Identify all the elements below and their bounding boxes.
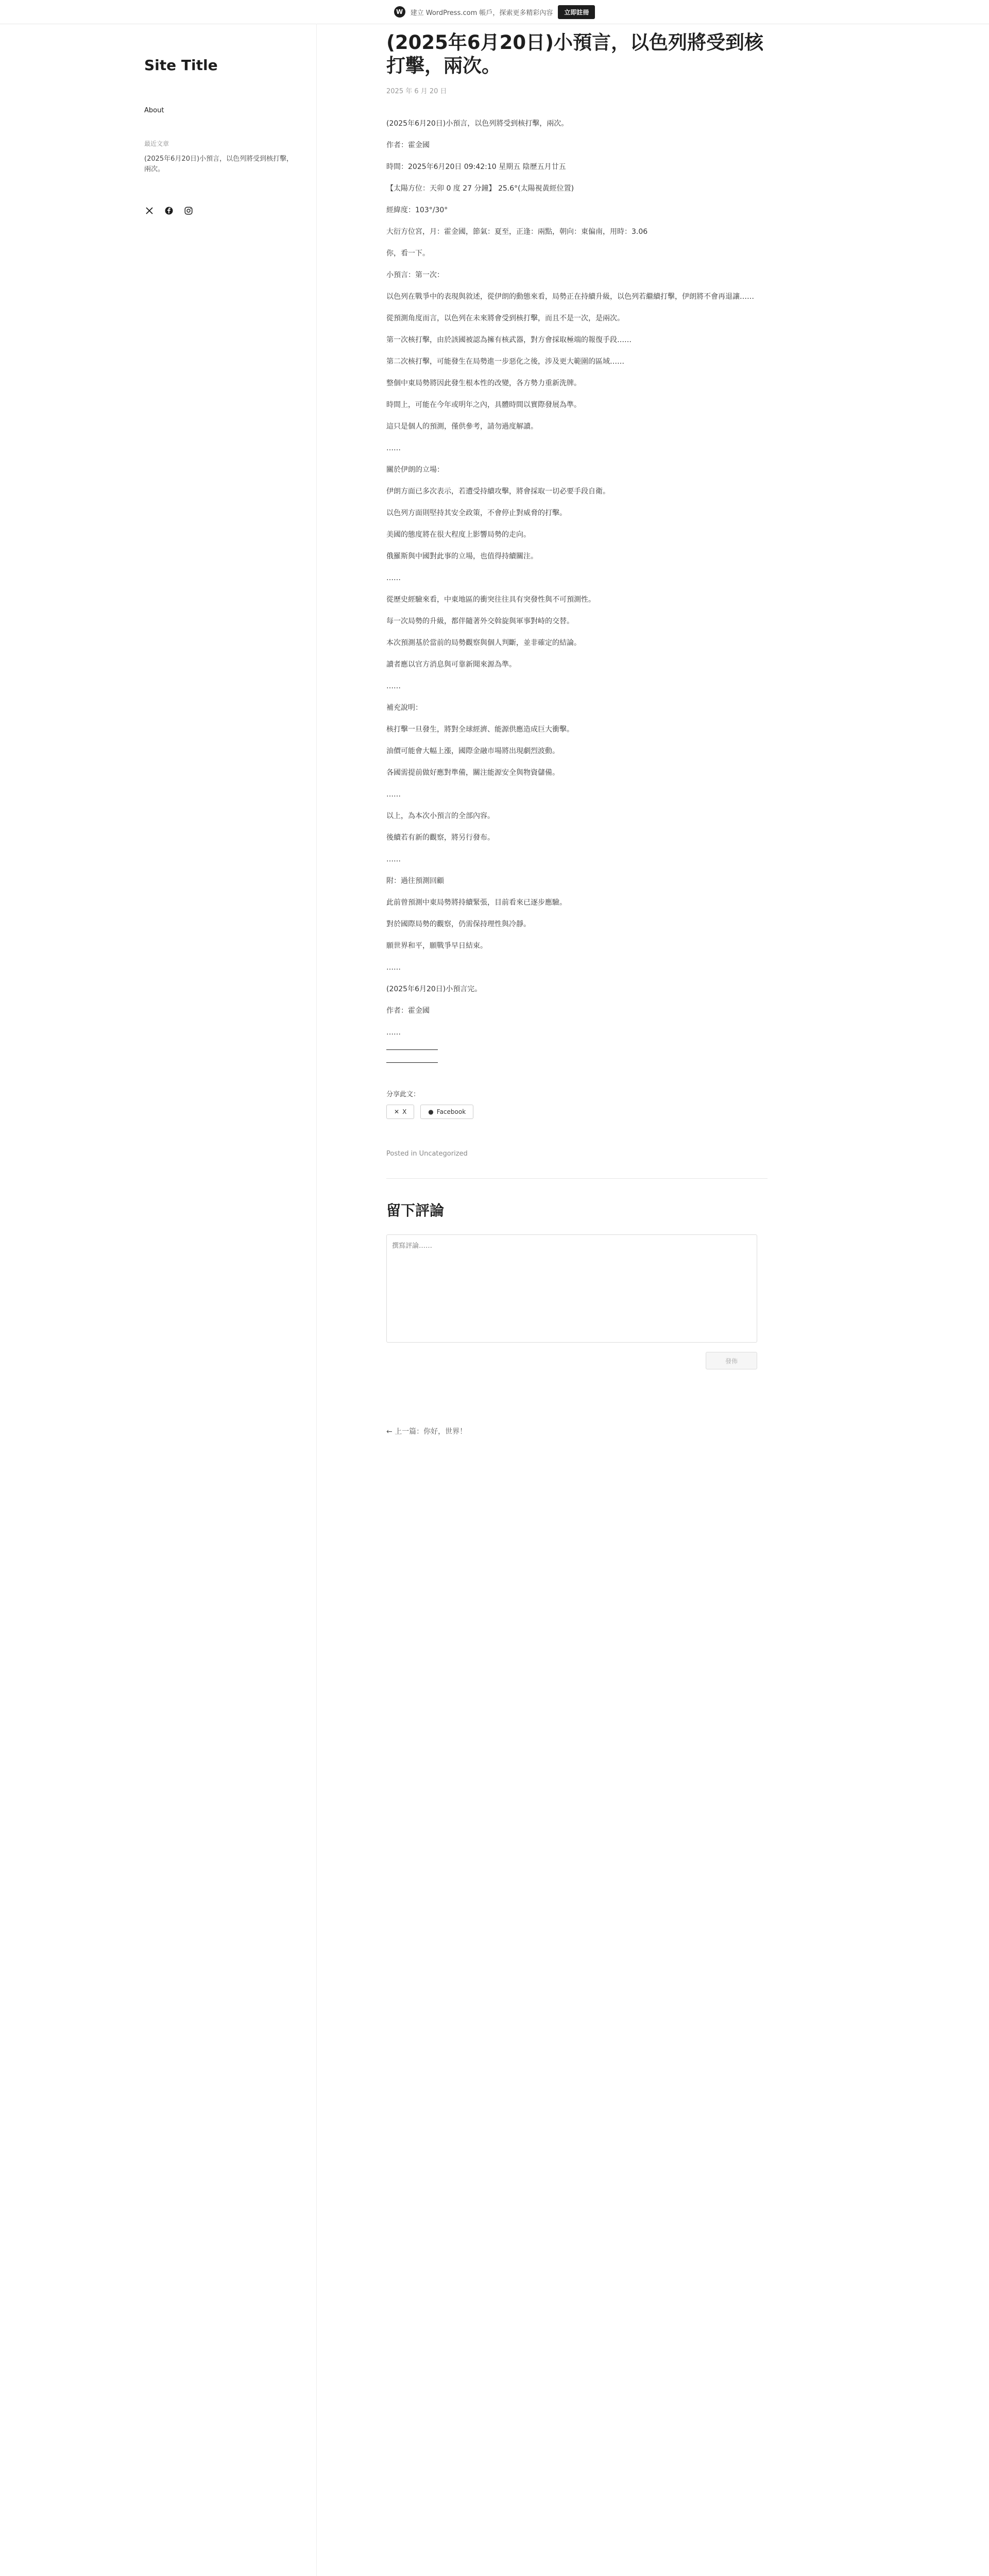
- post-paragraph: 美國的態度將在很大程度上影響局勢的走向。: [386, 531, 531, 539]
- about-link[interactable]: About: [144, 107, 164, 114]
- comment-submit-button[interactable]: 發佈: [706, 1352, 757, 1369]
- post-paragraph: 補充說明：: [386, 704, 422, 713]
- post-paragraph: 伊朗方面已多次表示，若遭受持續攻擊，將會採取一切必要手段自衛。: [386, 487, 610, 496]
- comment-input[interactable]: [386, 1234, 757, 1343]
- post-paragraph: 本次預測基於當前的局勢觀察與個人判斷，並非確定的結論。: [386, 639, 581, 648]
- comments-divider: [386, 1178, 768, 1179]
- instagram-icon[interactable]: [183, 206, 194, 216]
- facebook-share-icon: ●: [428, 1108, 434, 1116]
- post-date[interactable]: 2025 年 6 月 20 日: [386, 88, 447, 96]
- post-paragraph: 整個中東局勢將因此發生根本性的改變，各方勢力重新洗牌。: [386, 379, 581, 388]
- facebook-icon[interactable]: [164, 206, 174, 216]
- post-paragraph: 以上，為本次小預言的全部內容。: [386, 812, 494, 821]
- wordpress-logo-icon[interactable]: W: [394, 6, 405, 18]
- post-paragraph: 作者：霍金國: [386, 141, 430, 150]
- post-paragraph: 作者：霍金國: [386, 1007, 430, 1015]
- content-divider: [386, 1049, 438, 1050]
- post-paragraph: ……: [386, 682, 401, 691]
- post-paragraph: 時間上，可能在今年或明年之內，具體時間以實際發展為準。: [386, 401, 581, 410]
- post-paragraph: 從歷史經驗來看，中東地區的衝突往往具有突發性與不可預測性。: [386, 596, 595, 604]
- post-paragraph: 每一次局勢的升級，都伴隨著外交斡旋與軍事對峙的交替。: [386, 617, 574, 626]
- share-buttons: [386, 1105, 768, 1119]
- previous-post-link[interactable]: ← 上一篇：你好，世界！: [386, 1428, 467, 1436]
- post-paragraph: ……: [386, 444, 401, 453]
- post-paragraph: 各國需提前做好應對準備，關注能源安全與物資儲備。: [386, 769, 559, 777]
- post-paragraph: 從預測角度而言，以色列在未來將會受到核打擊，而且不是一次，是兩次。: [386, 314, 624, 323]
- share-facebook-label: Facebook: [436, 1108, 466, 1116]
- post-paragraph: ……: [386, 790, 401, 799]
- post-body: [386, 118, 768, 1039]
- post-paragraph: 時間：2025年6月20日 09:42:10 星期五 陰歷五月廿五: [386, 163, 566, 172]
- x-icon: ✕: [394, 1108, 400, 1116]
- post-paragraph: 附：過往預測回顧: [386, 877, 444, 886]
- top-admin-bar: [0, 0, 989, 24]
- post-paragraph: 這只是個人的預測，僅供參考，請勿過度解讀。: [386, 422, 538, 431]
- twitter-icon[interactable]: [144, 206, 155, 216]
- post-paragraph: 對於國際局勢的觀察，仍需保持理性與冷靜。: [386, 920, 531, 929]
- post-content: [386, 31, 768, 1436]
- post-paragraph: 第一次核打擊，由於該國被認為擁有核武器，對方會採取極端的報復手段……: [386, 336, 632, 345]
- share-facebook-button[interactable]: [420, 1105, 473, 1119]
- content-divider-2: [386, 1062, 438, 1063]
- post-paragraph: 你，看一下。: [386, 249, 430, 258]
- post-paragraph: 俄羅斯與中國對此事的立場，也值得持續關注。: [386, 552, 538, 561]
- recent-posts-heading: 最近文章: [144, 140, 169, 147]
- post-paragraph: 以色列在戰爭中的表現與敘述，從伊朗的動態來看，局勢正在持續升級，以色列若繼續打擊，伊朗將不會再退讓……: [386, 293, 754, 301]
- post-paragraph: 願世界和平，願戰爭早日結束。: [386, 942, 487, 951]
- post-paragraph: 關於伊朗的立場：: [386, 466, 444, 474]
- share-x-label: X: [402, 1108, 407, 1116]
- post-paragraph: ……: [386, 574, 401, 583]
- sidebar-divider: [316, 24, 317, 2576]
- post-paragraph: 第二次核打擊，可能發生在局勢進一步惡化之後，涉及更大範圍的區域……: [386, 358, 624, 366]
- recent-post-link[interactable]: (2025年6月20日)小預言，以色列將受到核打擊，兩次。: [144, 155, 294, 174]
- post-paragraph: (2025年6月20日)小預言完。: [386, 985, 482, 994]
- signup-button[interactable]: 立即註冊: [558, 5, 595, 19]
- post-paragraph: ……: [386, 1028, 401, 1037]
- post-paragraph: (2025年6月20日)小預言，以色列將受到核打擊，兩次。: [386, 120, 569, 128]
- share-label: 分享此文：: [386, 1091, 420, 1099]
- sidebar: [144, 57, 299, 216]
- post-paragraph: 以色列方面則堅持其安全政策，不會停止對威脅的打擊。: [386, 509, 567, 518]
- post-paragraph: 此前曾預測中東局勢將持續緊張，目前看來已逐步應驗。: [386, 899, 567, 907]
- post-category[interactable]: Posted in Uncategorized: [386, 1150, 468, 1158]
- post-paragraph: 核打擊一旦發生，將對全球經濟、能源供應造成巨大衝擊。: [386, 725, 574, 734]
- post-paragraph: 大衍方位宮，月：霍金國，節氣：夏至，正逢：兩點，朝向：東偏南，用時：3.06: [386, 228, 648, 236]
- post-paragraph: 油價可能會大幅上漲，國際金融市場將出現劇烈波動。: [386, 747, 559, 756]
- post-paragraph: 小預言：第一次：: [386, 271, 444, 280]
- post-paragraph: 後續若有新的觀察，將另行發布。: [386, 834, 494, 842]
- social-links: [144, 206, 299, 216]
- site-title[interactable]: Site Title: [144, 57, 218, 74]
- post-paragraph: ……: [386, 963, 401, 972]
- post-paragraph: ……: [386, 855, 401, 864]
- post-paragraph: 讀者應以官方消息與可靠新聞來源為準。: [386, 660, 516, 669]
- post-title: (2025年6月20日)小預言，以色列將受到核打擊，兩次。: [386, 31, 764, 77]
- post-paragraph: 【太陽方位：天卯 0 度 27 分鐘】 25.6°(太陽視黃經位置): [386, 184, 574, 193]
- signup-prompt-text: 建立 WordPress.com 帳戶，探索更多精彩內容: [410, 9, 553, 17]
- share-x-button[interactable]: [386, 1105, 414, 1119]
- comments-title: 留下評論: [386, 1202, 445, 1219]
- post-paragraph: 經緯度：103°/30°: [386, 206, 448, 215]
